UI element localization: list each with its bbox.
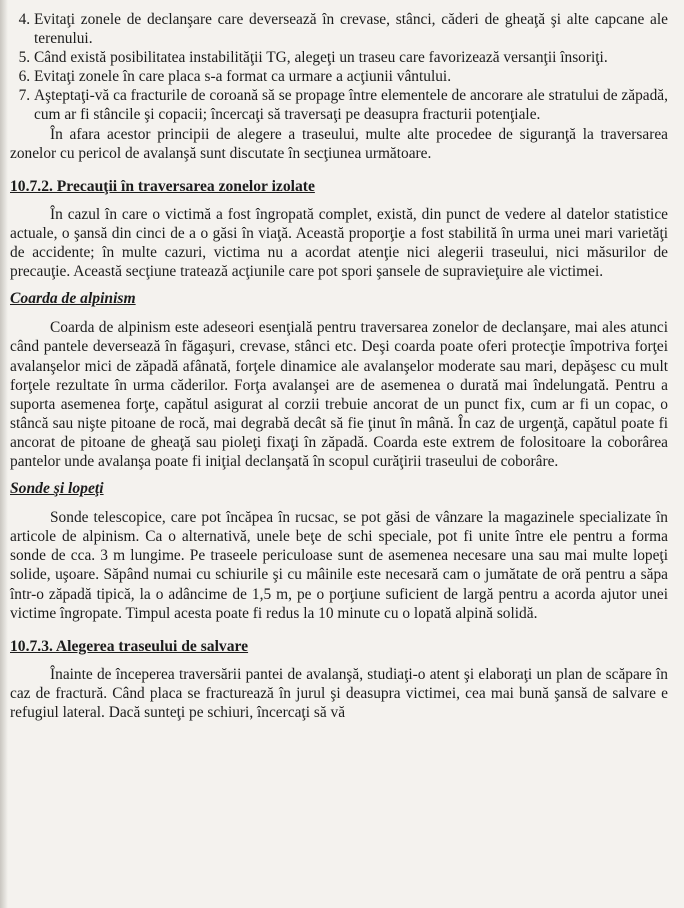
- section-paragraph-escape-route: Înainte de începerea traversării pantei de avalanşă, studiaţi-o atent şi elaboraţi un plan de scăpare în caz de fractură. Când placa se fracturează în jurul şi deasupra victimei, cea mai bună şansă de salvare e refugiul lateral. Dacă sunteţi pe schiuri, încercaţi să vă: [10, 665, 668, 721]
- subsection-heading-rope: Coarda de alpinism: [10, 290, 136, 308]
- intro-paragraph: În afara acestor principii de alegere a traseului, multe alte procedee de siguranţă la traversarea zonelor cu pericol de avalanşă sunt discutate în secţiunea următoare.: [10, 125, 668, 162]
- section-paragraph-precautions: În cazul în care o victimă a fost îngropată complet, există, din punct de vedere al datelor statistice actuale, o şansă din cinci de a o găsi în viaţă. Această proporţie a fost stabilită în urma unei mari varietăţi de accidente; în multe cazuri, victima nu a acordat atenţie nici alegerii traseului, nici măsurilor de precauţie. Această secţiune tratează acţiunile care pot spori şansele de supravieţuire ale victimei.: [10, 205, 668, 281]
- list-item: 5. Când există posibilitatea instabilităţii TG, alegeţi un traseu care favorizează versanţii însoriţi.: [34, 48, 668, 67]
- list-item: 6. Evitaţi zonele în care placa s-a format ca urmare a acţiunii vântului.: [34, 67, 668, 86]
- section-heading-escape-route: 10.7.3. Alegerea traseului de salvare: [10, 637, 249, 655]
- section-heading-precautions: 10.7.2. Precauţii în traversarea zonelor izolate: [10, 177, 315, 195]
- rules-list: [10, 10, 668, 125]
- list-item: 4. Evitaţi zonele de declanşare care deversează în crevase, stânci, căderi de gheaţă şi alte capcane ale terenului.: [34, 10, 668, 48]
- list-item: 7. Aşteptaţi-vă ca fracturile de coroană să se propage între elementele de ancorare ale stratului de zăpadă, cum ar fi stâncile şi copacii; încercaţi să traversaţi pe deasupra fracturii potenţiale.: [34, 86, 668, 124]
- subsection-paragraph-rope: Coarda de alpinism este adeseori esenţială pentru traversarea zonelor de declanşare, mai ales atunci când pantele deversează în făgaşuri, crevase, stânci etc. Deşi coarda poate oferi protecţie împotriva forţei avalanşelor mici de zăpadă afânată, forţele dinamice ale avalanşelor moderate sau mari, depăşesc cu mult forţele rezultate în urma căderilor. Forţa avalanşei are de asemenea o durată mai îndelungată. Pentru a suporta asemenea forţe, capătul asigurat al corzii trebuie ancorat de un punct fix, cum ar fi un copac, o stâncă sau nişte pitoane de rocă, mai degrabă decât să fie ţinut în mână. În caz de urgenţă, capătul poate fi ancorat de pitoane de gheaţă sau pioleţi fixaţi în zăpadă. Coarda este extrem de folositoare la coborârea pantelor unde avalanşa poate fi iniţial declanşată în scopul curăţirii traseului de coborâre.: [10, 319, 668, 470]
- subsection-paragraph-probes: Sonde telescopice, care pot încăpea în rucsac, se pot găsi de vânzare la magazinele specializate în articole de alpinism. Ca o alternativă, unele beţe de schi speciale, pot fi unite între ele pentru a forma sonde de cca. 3 m lungime. Pe traseele periculoase sunt de asemenea necesare una sau mai multe lopeţi solide, uşoare. Săpând numai cu schiurile şi cu mâinile este necesară cam o jumătate de oră pentru a săpa într-o zăpadă tipică, la o adâncime de 1,5 m, pe o porţiune suficient de largă pentru a acorda ajutor unei victime îngropate. Timpul acesta poate fi redus la 10 minute cu o lopată alpină solidă.: [10, 509, 668, 622]
- subsection-heading-probes: Sonde şi lopeţi: [10, 480, 104, 498]
